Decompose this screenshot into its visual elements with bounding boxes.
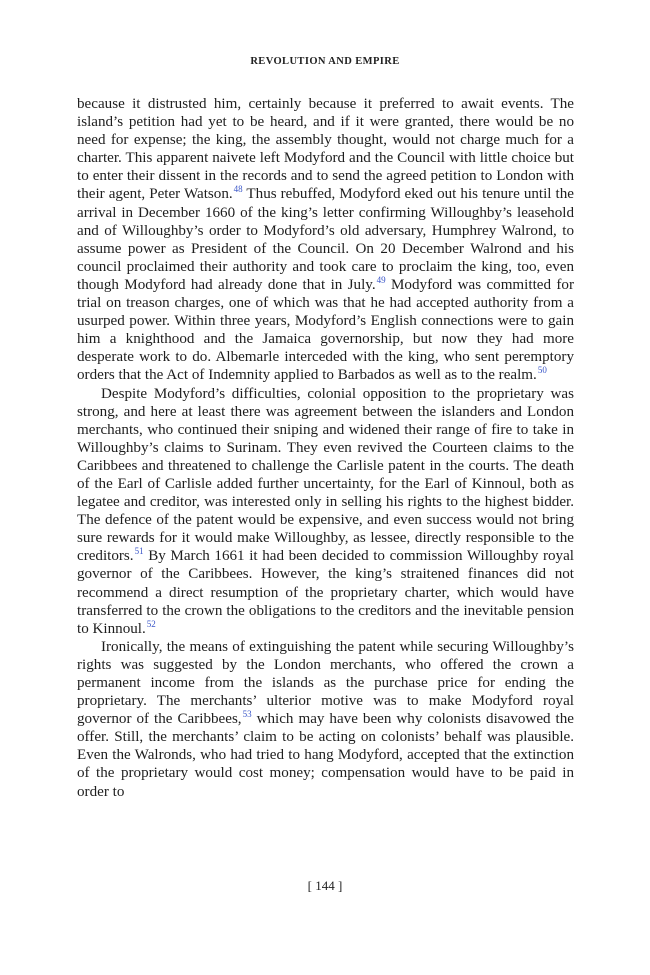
text-run: which may have been why colonists disavowed the offer. Still, the merchants’ claim to be acting on colonists’ behalf was plausible. Even the Walronds, who had tried to hang Modyford, accepted that the extinction of the proprietary would cost money; compensation would have to be paid in order to — [77, 711, 574, 800]
footnote-reference[interactable]: 51 — [134, 546, 144, 557]
footnote-reference[interactable]: 53 — [242, 709, 252, 720]
footnote-reference[interactable]: 52 — [146, 618, 156, 629]
paragraph — [77, 638, 574, 801]
text-run: Modyford was committed for trial on treason charges, one of which was that he had accepted authority from a usurped power. Within three years, Modyford’s English connections were to gain him a knighthood and the Jamaica governorship, but now they had more desperate work to do. Albemarle interceded with the king, who sent peremptory orders that the Act of Indemnity applied to Barbados as well as to the realm. — [77, 276, 574, 384]
footnote-reference[interactable]: 49 — [376, 274, 386, 285]
paragraph — [77, 385, 574, 638]
body-text — [77, 95, 574, 801]
running-head: REVOLUTION AND EMPIRE — [250, 56, 400, 67]
page-number: [ 144 ] — [307, 878, 343, 893]
text-run: Thus rebuffed, Modyford eked out his tenure until the arrival in December 1660 of the king’s letter confirming Willoughby’s leasehold and of Willoughby’s order to Modyford’s old adversary, Humphrey Walrond, to assume power as President of the Council. On 20 December Walrond and his council proclaimed their authority and took care to proclaim the king, too, even though Modyford had already done that in July. — [77, 186, 574, 293]
text-run: Despite Modyford’s difficulties, colonial opposition to the proprietary was strong, and here at least there was agreement between the islanders and London merchants, who continued their sniping and widened their range of fire to take in Willoughby’s claims to Surinam. They even revived the Courteen claims to the Caribbees and threatened to challenge the Carlisle patent in the courts. The death of the Earl of Carlisle added further uncertainty, for the Earl of Kinnoul, both as legatee and creditor, was interested only in selling his rights to the highest bidder. The defence of the patent would be expensive, and even success would not bring sure rewards for it would make Willoughby, as lessee, directly responsible to the creditors. — [77, 385, 574, 565]
footnote-reference[interactable]: 48 — [233, 184, 243, 195]
paragraph — [77, 95, 574, 385]
text-run: because it distrusted him, certainly because it preferred to await events. The island’s petition had yet to be heard, and if it were granted, there would be no need for expense; the king, the assembly thought, would not charge much for a charter. This apparent naivete left Modyford and the Council with little choice but to enter their dissent in the records and to send the agreed petition to London with their agent, Peter Watson. — [77, 96, 574, 203]
footnote-reference[interactable]: 50 — [537, 365, 547, 376]
text-run: Ironically, the means of extinguishing the patent while securing Willoughby’s rights was suggested by the London merchants, who offered the crown a permanent income from the islands as the purchase price for ending the proprietary. The merchants’ ulterior motive was to make Modyford royal governor of the Caribbees, — [77, 638, 574, 728]
text-run: By March 1661 it had been decided to commission Willoughby royal governor of the Caribbees. However, the king’s straitened finances did not recommend a direct resumption of the proprietary charter, which would have transferred to the crown the obligations to the creditors and the inevitable pension to Kinnoul. — [77, 548, 574, 637]
